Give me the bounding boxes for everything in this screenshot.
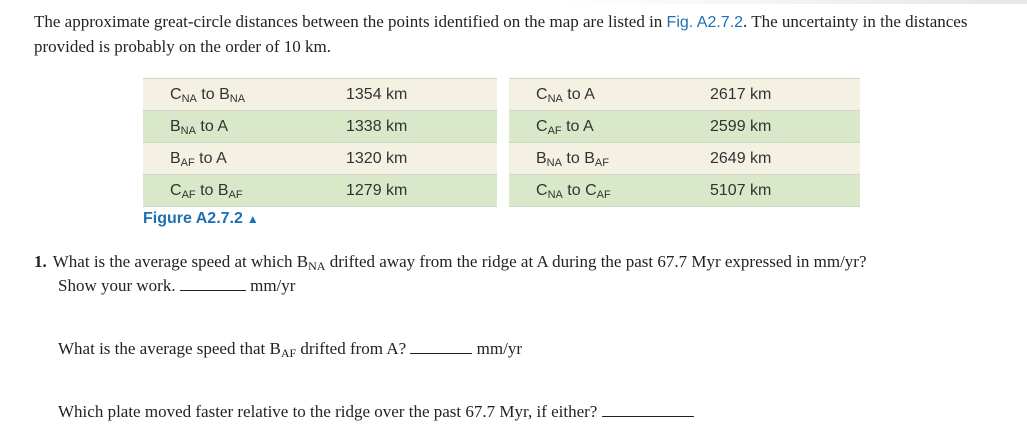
route-cell bbox=[143, 79, 346, 111]
distance-table-left bbox=[143, 78, 497, 207]
intro-text-2: . The uncertainty in the distances provided is probably on the order of 10 km. bbox=[34, 12, 968, 56]
route-end: B bbox=[219, 85, 230, 103]
route-end-subscript: AF bbox=[228, 188, 243, 201]
route-end: B bbox=[217, 181, 229, 199]
distance-cell: 2599 km bbox=[710, 111, 860, 143]
distance-cell: 1338 km bbox=[346, 111, 497, 143]
distance-table-right bbox=[509, 78, 860, 207]
distance-cell: 2617 km bbox=[710, 79, 860, 111]
question-1-subscript: NA bbox=[308, 259, 326, 273]
route-end: A bbox=[217, 117, 228, 135]
route-connector: to bbox=[194, 149, 217, 167]
route-start: B bbox=[170, 117, 181, 135]
question-2 bbox=[58, 337, 522, 361]
route-start: C bbox=[536, 181, 548, 199]
route-start-subscript: NA bbox=[547, 188, 563, 201]
route-start-subscript: NA bbox=[181, 92, 197, 105]
question-1 bbox=[34, 250, 994, 298]
table-row bbox=[509, 143, 860, 175]
route-end-subscript: AF bbox=[596, 188, 611, 201]
figure-reference-link[interactable]: Fig. A2.7.2 bbox=[666, 14, 744, 31]
route-start: B bbox=[170, 149, 181, 167]
route-cell bbox=[509, 175, 710, 207]
route-cell bbox=[143, 143, 346, 175]
intro-paragraph bbox=[34, 10, 994, 59]
route-cell bbox=[143, 175, 346, 207]
route-start: C bbox=[170, 181, 182, 199]
route-end: A bbox=[216, 149, 227, 167]
question-1-show-work: Show your work. bbox=[58, 276, 180, 295]
route-end: A bbox=[584, 85, 595, 103]
route-connector: to bbox=[562, 181, 586, 199]
question-2-subscript: AF bbox=[280, 346, 297, 360]
route-connector: to bbox=[195, 117, 218, 135]
table-row bbox=[143, 175, 497, 207]
unit-label: mm/yr bbox=[250, 276, 296, 295]
table-row bbox=[143, 143, 497, 175]
question-1-text: What is the average speed at which B bbox=[52, 252, 309, 271]
distance-cell: 5107 km bbox=[710, 175, 860, 207]
route-cell bbox=[509, 143, 710, 175]
question-1-text-cont: drifted away from the ridge at A during the past 67.7 Myr expressed in mm/yr? bbox=[325, 252, 867, 271]
route-connector: to bbox=[561, 149, 585, 167]
route-cell bbox=[509, 111, 710, 143]
question-3 bbox=[58, 400, 694, 424]
question-2-text: What is the average speed that B bbox=[58, 339, 281, 358]
triangle-icon: ▲ bbox=[246, 212, 259, 226]
answer-blank-1[interactable] bbox=[180, 275, 246, 291]
question-number: 1. bbox=[34, 252, 47, 271]
route-cell bbox=[143, 111, 346, 143]
table-row bbox=[509, 111, 860, 143]
route-start-subscript: NA bbox=[546, 156, 562, 169]
route-start: C bbox=[536, 85, 548, 103]
answer-blank-2[interactable] bbox=[410, 338, 472, 354]
distance-cell: 1320 km bbox=[346, 143, 497, 175]
figure-caption-label: Figure A2.7.2 bbox=[143, 210, 243, 227]
figure-caption bbox=[143, 210, 259, 228]
route-end-subscript: NA bbox=[229, 92, 246, 105]
top-edge bbox=[0, 0, 1027, 4]
route-end: C bbox=[585, 181, 597, 199]
question-2-text-cont: drifted from A? bbox=[296, 339, 411, 358]
route-start: C bbox=[170, 85, 182, 103]
route-start: C bbox=[536, 117, 548, 135]
route-start-subscript: NA bbox=[547, 92, 563, 105]
route-connector: to bbox=[562, 85, 585, 103]
route-start: B bbox=[536, 149, 547, 167]
table-row bbox=[143, 79, 497, 111]
distance-cell: 1354 km bbox=[346, 79, 497, 111]
route-end: B bbox=[584, 149, 595, 167]
table-row bbox=[143, 111, 497, 143]
distance-cell: 2649 km bbox=[710, 143, 860, 175]
route-start-subscript: AF bbox=[181, 188, 196, 201]
route-start-subscript: NA bbox=[180, 124, 196, 137]
answer-blank-3[interactable] bbox=[602, 401, 694, 417]
route-connector: to bbox=[561, 117, 583, 135]
route-end-subscript: AF bbox=[594, 156, 609, 169]
route-start-subscript: AF bbox=[547, 124, 562, 137]
question-1-line-2 bbox=[34, 274, 994, 298]
table-row bbox=[509, 175, 860, 207]
intro-text-1: The approximate great-circle distances between the points identified on the map are listed in bbox=[34, 12, 667, 31]
route-end: A bbox=[582, 117, 594, 135]
question-3-text: Which plate moved faster relative to the ridge over the past 67.7 Myr, if either? bbox=[58, 402, 602, 421]
question-1-line-1 bbox=[34, 250, 994, 274]
route-connector: to bbox=[196, 85, 220, 103]
table-row bbox=[509, 79, 860, 111]
route-connector: to bbox=[195, 181, 218, 199]
distance-cell: 1279 km bbox=[346, 175, 497, 207]
unit-label: mm/yr bbox=[476, 339, 522, 358]
route-cell bbox=[509, 79, 710, 111]
route-start-subscript: AF bbox=[180, 156, 195, 169]
